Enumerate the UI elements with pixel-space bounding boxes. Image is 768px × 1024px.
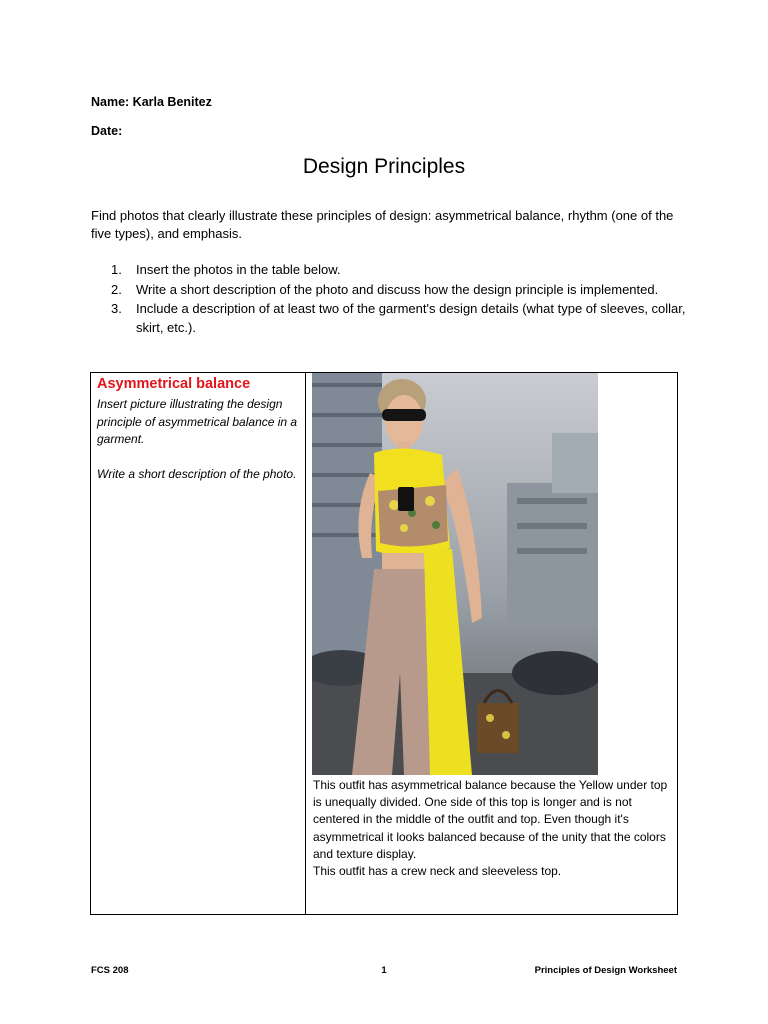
list-text: Write a short description of the photo and discuss how the design principle is implemented. (136, 281, 659, 297)
list-number: 3. (111, 301, 122, 316)
date-field: Date: (91, 124, 123, 138)
list-item (91, 281, 691, 300)
description-instruction: Write a short description of the photo. (97, 466, 297, 481)
design-table (90, 372, 678, 915)
list-item (91, 300, 691, 337)
student-name: Name: Karla Benitez (91, 95, 212, 109)
list-text: Include a description of at least two of the garment's design details (what type of sleeves, collar, skirt, etc.). (136, 301, 686, 335)
principle-heading: Asymmetrical balance (97, 376, 251, 392)
list-number: 2. (111, 281, 122, 297)
column-divider (305, 373, 306, 914)
footer-course: FCS 208 (91, 965, 129, 976)
design-details: This outfit has a crew neck and sleeveless top. (313, 864, 562, 879)
list-number: 1. (111, 262, 122, 277)
picture-instruction: Insert picture illustrating the design principle of asymmetrical balance in a garment. (97, 397, 298, 446)
description-paragraph: This outfit has asymmetrical balance because the Yellow under top is unequally divided. One side of this top is longer and is not centered in the middle of the outfit and top. Even though it's asymmetrical it looks balanced because of the unity that the colors and texture display. (313, 778, 668, 861)
footer-document-title: Principles of Design Worksheet (534, 965, 677, 976)
outfit-photo (312, 373, 598, 775)
intro-paragraph: Find photos that clearly illustrate these principles of design: asymmetrical balance, rhythm (one of the five types), and emphasis. (91, 208, 674, 241)
instruction-cell (97, 376, 301, 483)
footer-page-number: 1 (381, 965, 387, 976)
list-text: Insert the photos in the table below. (136, 262, 341, 277)
list-item (91, 261, 691, 280)
photo-description (313, 777, 675, 880)
page-title: Design Principles (302, 155, 466, 178)
instruction-list (91, 261, 691, 338)
